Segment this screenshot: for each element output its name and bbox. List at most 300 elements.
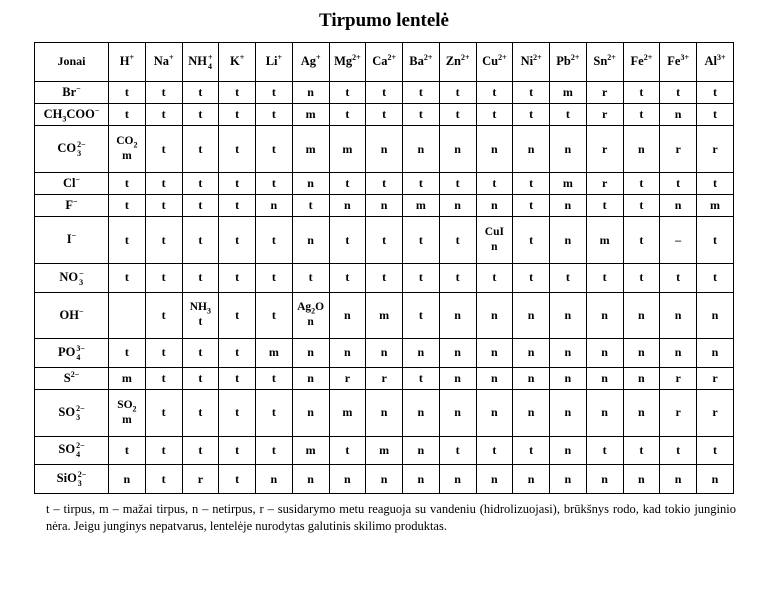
solubility-cell: t bbox=[182, 104, 219, 126]
solubility-cell: n bbox=[476, 126, 513, 173]
cation-header bbox=[586, 43, 623, 82]
solubility-cell: t bbox=[439, 104, 476, 126]
table-row bbox=[35, 465, 734, 494]
anion-header bbox=[35, 104, 109, 126]
cation-charge: 3+ bbox=[680, 52, 689, 62]
solubility-cell: n bbox=[256, 465, 293, 494]
solubility-cell: n bbox=[623, 465, 660, 494]
cation-base: Ca bbox=[372, 54, 388, 69]
solubility-cell: n bbox=[550, 436, 587, 465]
compound-text: O bbox=[315, 301, 325, 314]
cation-header bbox=[623, 43, 660, 82]
solubility-cell: t bbox=[256, 82, 293, 104]
solubility-cell: t bbox=[697, 264, 734, 293]
anion-charge-stack bbox=[79, 269, 84, 287]
solubility-cell: t bbox=[660, 82, 697, 104]
solubility-cell: n bbox=[550, 292, 587, 339]
cation-header bbox=[513, 43, 550, 82]
solubility-cell: t bbox=[256, 217, 293, 264]
solubility-cell: n bbox=[366, 390, 403, 437]
solubility-cell: n bbox=[550, 195, 587, 217]
solubility-cell: t bbox=[513, 195, 550, 217]
solubility-cell: t bbox=[513, 104, 550, 126]
cation-charge: 2+ bbox=[460, 52, 470, 62]
solubility-cell: t bbox=[697, 217, 734, 264]
solubility-cell: n bbox=[513, 339, 550, 368]
solubility-cell: n bbox=[623, 339, 660, 368]
solubility-cell: n bbox=[292, 465, 329, 494]
solubility-cell bbox=[476, 217, 513, 264]
solubility-cell: t bbox=[366, 82, 403, 104]
solubility-cell: n bbox=[109, 465, 146, 494]
solubility-cell: t bbox=[476, 173, 513, 195]
solubility-cell: n bbox=[476, 339, 513, 368]
solubility-cell: r bbox=[329, 367, 366, 389]
cation-base: Fe bbox=[630, 54, 644, 69]
solubility-cell: n bbox=[403, 465, 440, 494]
solubility-cell: t bbox=[439, 217, 476, 264]
solubility-cell: n bbox=[513, 465, 550, 494]
anion-header bbox=[35, 367, 109, 389]
solubility-cell: n bbox=[439, 367, 476, 389]
cation-base: Sn bbox=[593, 54, 608, 69]
solubility-cell: t bbox=[219, 390, 256, 437]
solubility-cell: t bbox=[329, 173, 366, 195]
solubility-cell: n bbox=[366, 465, 403, 494]
anion-header bbox=[35, 292, 109, 339]
solubility-cell: t bbox=[145, 465, 182, 494]
solubility-cell: t bbox=[109, 264, 146, 293]
solubility-cell: t bbox=[109, 82, 146, 104]
solubility-cell: t bbox=[219, 126, 256, 173]
cation-header bbox=[697, 43, 734, 82]
solubility-cell: t bbox=[256, 390, 293, 437]
cation-charge: + bbox=[168, 52, 174, 62]
solubility-cell: n bbox=[550, 465, 587, 494]
solubility-cell: n bbox=[586, 292, 623, 339]
solubility-cell: t bbox=[697, 436, 734, 465]
solubility-cell: t bbox=[439, 173, 476, 195]
solubility-cell: r bbox=[586, 104, 623, 126]
solubility-cell: n bbox=[586, 367, 623, 389]
solubility-cell: n bbox=[403, 339, 440, 368]
anion-subscript: 4 bbox=[76, 450, 81, 460]
solubility-cell: t bbox=[109, 217, 146, 264]
solubility-cell: t bbox=[182, 195, 219, 217]
solubility-cell: m bbox=[697, 195, 734, 217]
anion-tail: COO bbox=[66, 106, 95, 121]
anion-charge: 2− bbox=[77, 470, 87, 480]
solubility-cell: n bbox=[697, 292, 734, 339]
cation-header bbox=[292, 43, 329, 82]
solubility-cell: t bbox=[219, 436, 256, 465]
solubility-cell: t bbox=[366, 104, 403, 126]
cation-header bbox=[219, 43, 256, 82]
solubility-value: m bbox=[122, 413, 132, 426]
table-row bbox=[35, 339, 734, 368]
solubility-cell: r bbox=[697, 126, 734, 173]
anion-charge: − bbox=[76, 83, 81, 93]
compound-text: SO bbox=[117, 398, 133, 411]
solubility-cell: t bbox=[219, 173, 256, 195]
solubility-cell: n bbox=[329, 292, 366, 339]
table-row bbox=[35, 436, 734, 465]
solubility-cell bbox=[109, 390, 146, 437]
cation-base: Pb bbox=[556, 54, 571, 69]
solubility-cell: – bbox=[660, 217, 697, 264]
solubility-cell: t bbox=[366, 217, 403, 264]
solubility-cell: t bbox=[403, 367, 440, 389]
solubility-cell: t bbox=[145, 339, 182, 368]
solubility-cell: t bbox=[145, 82, 182, 104]
solubility-cell: t bbox=[476, 82, 513, 104]
cation-header bbox=[182, 43, 219, 82]
anion-header bbox=[35, 217, 109, 264]
solubility-cell: r bbox=[366, 367, 403, 389]
cation-header bbox=[366, 43, 403, 82]
compound-formula bbox=[477, 225, 513, 240]
table-row bbox=[35, 82, 734, 104]
solubility-cell: t bbox=[623, 82, 660, 104]
anion-base: SO bbox=[58, 404, 76, 419]
anion-base: SiO bbox=[56, 471, 77, 486]
solubility-cell: t bbox=[550, 104, 587, 126]
solubility-cell: t bbox=[219, 465, 256, 494]
solubility-cell: t bbox=[623, 173, 660, 195]
solubility-cell: t bbox=[182, 367, 219, 389]
solubility-cell: n bbox=[586, 390, 623, 437]
solubility-cell: n bbox=[366, 195, 403, 217]
solubility-cell: t bbox=[109, 173, 146, 195]
anion-base: F bbox=[65, 197, 74, 212]
solubility-cell: n bbox=[660, 292, 697, 339]
cation-base: Li bbox=[265, 54, 278, 69]
solubility-cell: t bbox=[439, 436, 476, 465]
solubility-cell: n bbox=[513, 292, 550, 339]
solubility-cell: t bbox=[256, 126, 293, 173]
anion-charge: 2− bbox=[70, 369, 80, 379]
solubility-cell: t bbox=[403, 217, 440, 264]
solubility-cell: t bbox=[182, 217, 219, 264]
solubility-cell: n bbox=[476, 195, 513, 217]
solubility-cell: t bbox=[256, 264, 293, 293]
table-row bbox=[35, 126, 734, 173]
corner-header: Jonai bbox=[35, 43, 109, 82]
table-row bbox=[35, 264, 734, 293]
solubility-cell: m bbox=[366, 292, 403, 339]
anion-charge: − bbox=[78, 306, 84, 316]
cation-charge: 2+ bbox=[387, 52, 397, 62]
anion-subscript: 3 bbox=[62, 114, 67, 124]
solubility-cell: r bbox=[660, 367, 697, 389]
cation-header bbox=[109, 43, 146, 82]
solubility-cell: m bbox=[329, 390, 366, 437]
anion-charge: 2− bbox=[77, 140, 86, 150]
cation-base: K bbox=[229, 54, 240, 69]
anion-header bbox=[35, 82, 109, 104]
solubility-cell: n bbox=[439, 126, 476, 173]
solubility-cell: t bbox=[145, 195, 182, 217]
solubility-cell: n bbox=[476, 292, 513, 339]
solubility-cell: t bbox=[256, 104, 293, 126]
solubility-cell: t bbox=[109, 195, 146, 217]
anion-subscript: 3 bbox=[77, 479, 82, 489]
cation-charge-stack bbox=[208, 53, 213, 71]
compound-subscript: 2 bbox=[311, 306, 316, 316]
anion-charge-stack bbox=[76, 344, 85, 362]
solubility-value: n bbox=[307, 316, 314, 329]
solubility-cell: t bbox=[219, 292, 256, 339]
anion-charge: − bbox=[75, 174, 81, 184]
solubility-cell: n bbox=[660, 104, 697, 126]
solubility-cell: t bbox=[513, 173, 550, 195]
solubility-cell: n bbox=[623, 126, 660, 173]
cation-base: Ba bbox=[409, 54, 424, 69]
solubility-cell: n bbox=[292, 173, 329, 195]
solubility-cell: t bbox=[513, 436, 550, 465]
solubility-table bbox=[34, 42, 734, 494]
solubility-cell: n bbox=[513, 367, 550, 389]
solubility-cell: t bbox=[660, 264, 697, 293]
solubility-cell: n bbox=[292, 82, 329, 104]
solubility-cell: t bbox=[109, 104, 146, 126]
solubility-cell: t bbox=[329, 104, 366, 126]
cation-base: H bbox=[119, 54, 130, 69]
cation-header bbox=[256, 43, 293, 82]
cation-charge: 2+ bbox=[570, 52, 580, 62]
compound-text: CuI bbox=[484, 226, 504, 239]
anion-charge: − bbox=[71, 231, 77, 241]
solubility-cell: m bbox=[329, 126, 366, 173]
compound-subscript: 2 bbox=[132, 404, 137, 414]
solubility-cell: t bbox=[403, 292, 440, 339]
solubility-cell: t bbox=[219, 104, 256, 126]
solubility-cell: n bbox=[292, 217, 329, 264]
solubility-value: t bbox=[198, 316, 203, 329]
cation-header bbox=[476, 43, 513, 82]
anion-charge-stack bbox=[76, 441, 85, 459]
table-row bbox=[35, 390, 734, 437]
solubility-cell: m bbox=[292, 126, 329, 173]
anion-charge-stack bbox=[76, 404, 85, 422]
solubility-cell: t bbox=[366, 264, 403, 293]
solubility-cell: t bbox=[513, 82, 550, 104]
solubility-cell: t bbox=[256, 367, 293, 389]
solubility-cell: n bbox=[697, 465, 734, 494]
solubility-cell: t bbox=[403, 104, 440, 126]
solubility-cell: t bbox=[182, 390, 219, 437]
solubility-cell: t bbox=[256, 173, 293, 195]
solubility-cell: t bbox=[513, 264, 550, 293]
solubility-cell: t bbox=[586, 195, 623, 217]
solubility-cell: t bbox=[145, 104, 182, 126]
solubility-cell: m bbox=[550, 82, 587, 104]
anion-subscript: 3 bbox=[77, 149, 82, 159]
table-row bbox=[35, 367, 734, 389]
solubility-cell: n bbox=[329, 465, 366, 494]
solubility-cell bbox=[109, 292, 146, 339]
solubility-cell: t bbox=[623, 436, 660, 465]
cation-base: Ag bbox=[300, 54, 316, 69]
anion-charge: 2− bbox=[76, 441, 85, 451]
solubility-cell: n bbox=[550, 126, 587, 173]
solubility-cell: n bbox=[476, 367, 513, 389]
solubility-cell: n bbox=[550, 367, 587, 389]
solubility-cell: n bbox=[513, 390, 550, 437]
anion-header bbox=[35, 173, 109, 195]
solubility-cell: m bbox=[109, 367, 146, 389]
solubility-cell: t bbox=[476, 104, 513, 126]
solubility-cell: t bbox=[366, 173, 403, 195]
solubility-cell: n bbox=[403, 390, 440, 437]
header-row bbox=[35, 43, 734, 82]
solubility-cell: t bbox=[182, 436, 219, 465]
solubility-cell: n bbox=[292, 367, 329, 389]
compound-formula bbox=[109, 134, 145, 149]
anion-header bbox=[35, 264, 109, 293]
compound-subscript: 2 bbox=[133, 140, 138, 150]
anion-header bbox=[35, 339, 109, 368]
anion-charge: − bbox=[94, 105, 100, 115]
cation-charge: 2+ bbox=[498, 52, 507, 62]
solubility-cell: t bbox=[586, 436, 623, 465]
solubility-cell: t bbox=[109, 436, 146, 465]
solubility-cell: n bbox=[439, 390, 476, 437]
cation-charge: 2+ bbox=[643, 52, 653, 62]
solubility-cell: n bbox=[439, 339, 476, 368]
compound-subscript: 3 bbox=[207, 306, 211, 316]
cation-base: Al bbox=[704, 54, 717, 69]
solubility-cell: t bbox=[476, 264, 513, 293]
solubility-cell bbox=[109, 126, 146, 173]
compound-text: NH bbox=[189, 301, 207, 314]
cation-base: Ni bbox=[520, 54, 534, 69]
solubility-cell: n bbox=[550, 217, 587, 264]
solubility-cell: m bbox=[292, 104, 329, 126]
anion-charge: 2− bbox=[76, 403, 85, 413]
anion-base: Cl bbox=[62, 175, 76, 190]
compound-text: Ag bbox=[297, 301, 312, 314]
table-row bbox=[35, 195, 734, 217]
cation-base: Zn bbox=[445, 54, 461, 69]
anion-base: PO bbox=[58, 344, 76, 359]
solubility-cell: n bbox=[292, 339, 329, 368]
solubility-cell: t bbox=[586, 264, 623, 293]
solubility-cell: t bbox=[329, 217, 366, 264]
cation-base: Cu bbox=[482, 54, 499, 69]
solubility-cell: t bbox=[145, 436, 182, 465]
table-row bbox=[35, 104, 734, 126]
legend-text: t – tirpus, m – mažai tirpus, n – netirpus, r – susidarymo metu reaguoja su vandeniu (hidrolizuojasi), brūkšnys rodo, kad tokio junginio nėra. Jeigu junginys nepatvarus, lentelėje nurodytas galutinis skilimo produktas. bbox=[46, 502, 736, 533]
solubility-cell: t bbox=[182, 339, 219, 368]
cation-charge: + bbox=[129, 52, 135, 62]
cation-charge: 2+ bbox=[607, 52, 616, 62]
solubility-cell: t bbox=[513, 217, 550, 264]
anion-charge-stack bbox=[77, 140, 86, 158]
anion-base: NO bbox=[59, 269, 79, 284]
cation-header bbox=[145, 43, 182, 82]
solubility-cell: t bbox=[476, 436, 513, 465]
anion-base: OH bbox=[59, 307, 79, 322]
cation-charge: 2+ bbox=[423, 52, 433, 62]
solubility-cell: n bbox=[403, 126, 440, 173]
solubility-cell: r bbox=[697, 367, 734, 389]
cation-header bbox=[439, 43, 476, 82]
solubility-cell: r bbox=[182, 465, 219, 494]
solubility-cell: t bbox=[403, 173, 440, 195]
solubility-cell: n bbox=[476, 390, 513, 437]
solubility-cell: t bbox=[219, 217, 256, 264]
anion-base: SO bbox=[58, 442, 76, 457]
page-title: Tirpumo lentelė bbox=[318, 10, 449, 31]
solubility-cell: m bbox=[292, 436, 329, 465]
solubility-cell: n bbox=[292, 390, 329, 437]
solubility-cell: t bbox=[697, 173, 734, 195]
anion-header bbox=[35, 436, 109, 465]
solubility-cell: t bbox=[403, 264, 440, 293]
anion-base: CO bbox=[57, 141, 77, 156]
cation-header bbox=[550, 43, 587, 82]
solubility-cell: t bbox=[145, 126, 182, 173]
solubility-cell: m bbox=[586, 217, 623, 264]
solubility-cell: n bbox=[256, 195, 293, 217]
solubility-cell: t bbox=[439, 264, 476, 293]
solubility-cell: t bbox=[182, 82, 219, 104]
anion-header bbox=[35, 390, 109, 437]
cation-charge: 2+ bbox=[533, 52, 542, 62]
anion-subscript: 3 bbox=[79, 277, 84, 287]
table-row bbox=[35, 217, 734, 264]
solubility-cell: t bbox=[145, 390, 182, 437]
cation-charge: + bbox=[315, 52, 321, 62]
solubility-cell: n bbox=[660, 195, 697, 217]
solubility-cell: n bbox=[586, 339, 623, 368]
anion-header bbox=[35, 126, 109, 173]
cation-base: Na bbox=[153, 54, 169, 69]
solubility-cell: n bbox=[439, 292, 476, 339]
solubility-cell: t bbox=[403, 82, 440, 104]
solubility-cell: t bbox=[697, 82, 734, 104]
solubility-cell: n bbox=[623, 292, 660, 339]
solubility-cell: t bbox=[145, 292, 182, 339]
cation-base: Fe bbox=[667, 54, 681, 69]
compound-text: CO bbox=[116, 135, 134, 148]
anion-charge: − bbox=[79, 268, 84, 278]
cation-subscript: 4 bbox=[207, 62, 212, 71]
cation-charge: 3+ bbox=[716, 52, 726, 62]
anion-subscript: 4 bbox=[76, 353, 81, 363]
solubility-value: n bbox=[491, 241, 498, 254]
table-body bbox=[35, 82, 734, 494]
solubility-cell: t bbox=[182, 173, 219, 195]
anion-charge: 3− bbox=[76, 344, 85, 354]
solubility-cell: n bbox=[439, 465, 476, 494]
solubility-cell: n bbox=[623, 367, 660, 389]
solubility-cell: t bbox=[329, 82, 366, 104]
solubility-cell bbox=[292, 292, 329, 339]
solubility-value: m bbox=[122, 150, 132, 163]
solubility-cell: n bbox=[550, 339, 587, 368]
anion-base: S bbox=[63, 370, 71, 385]
solubility-cell: t bbox=[219, 82, 256, 104]
cation-base: Mg bbox=[334, 54, 353, 69]
solubility-cell: t bbox=[439, 82, 476, 104]
solubility-cell: r bbox=[586, 126, 623, 173]
solubility-cell: t bbox=[219, 264, 256, 293]
solubility-cell: n bbox=[329, 339, 366, 368]
anion-header bbox=[35, 465, 109, 494]
solubility-cell: t bbox=[623, 104, 660, 126]
